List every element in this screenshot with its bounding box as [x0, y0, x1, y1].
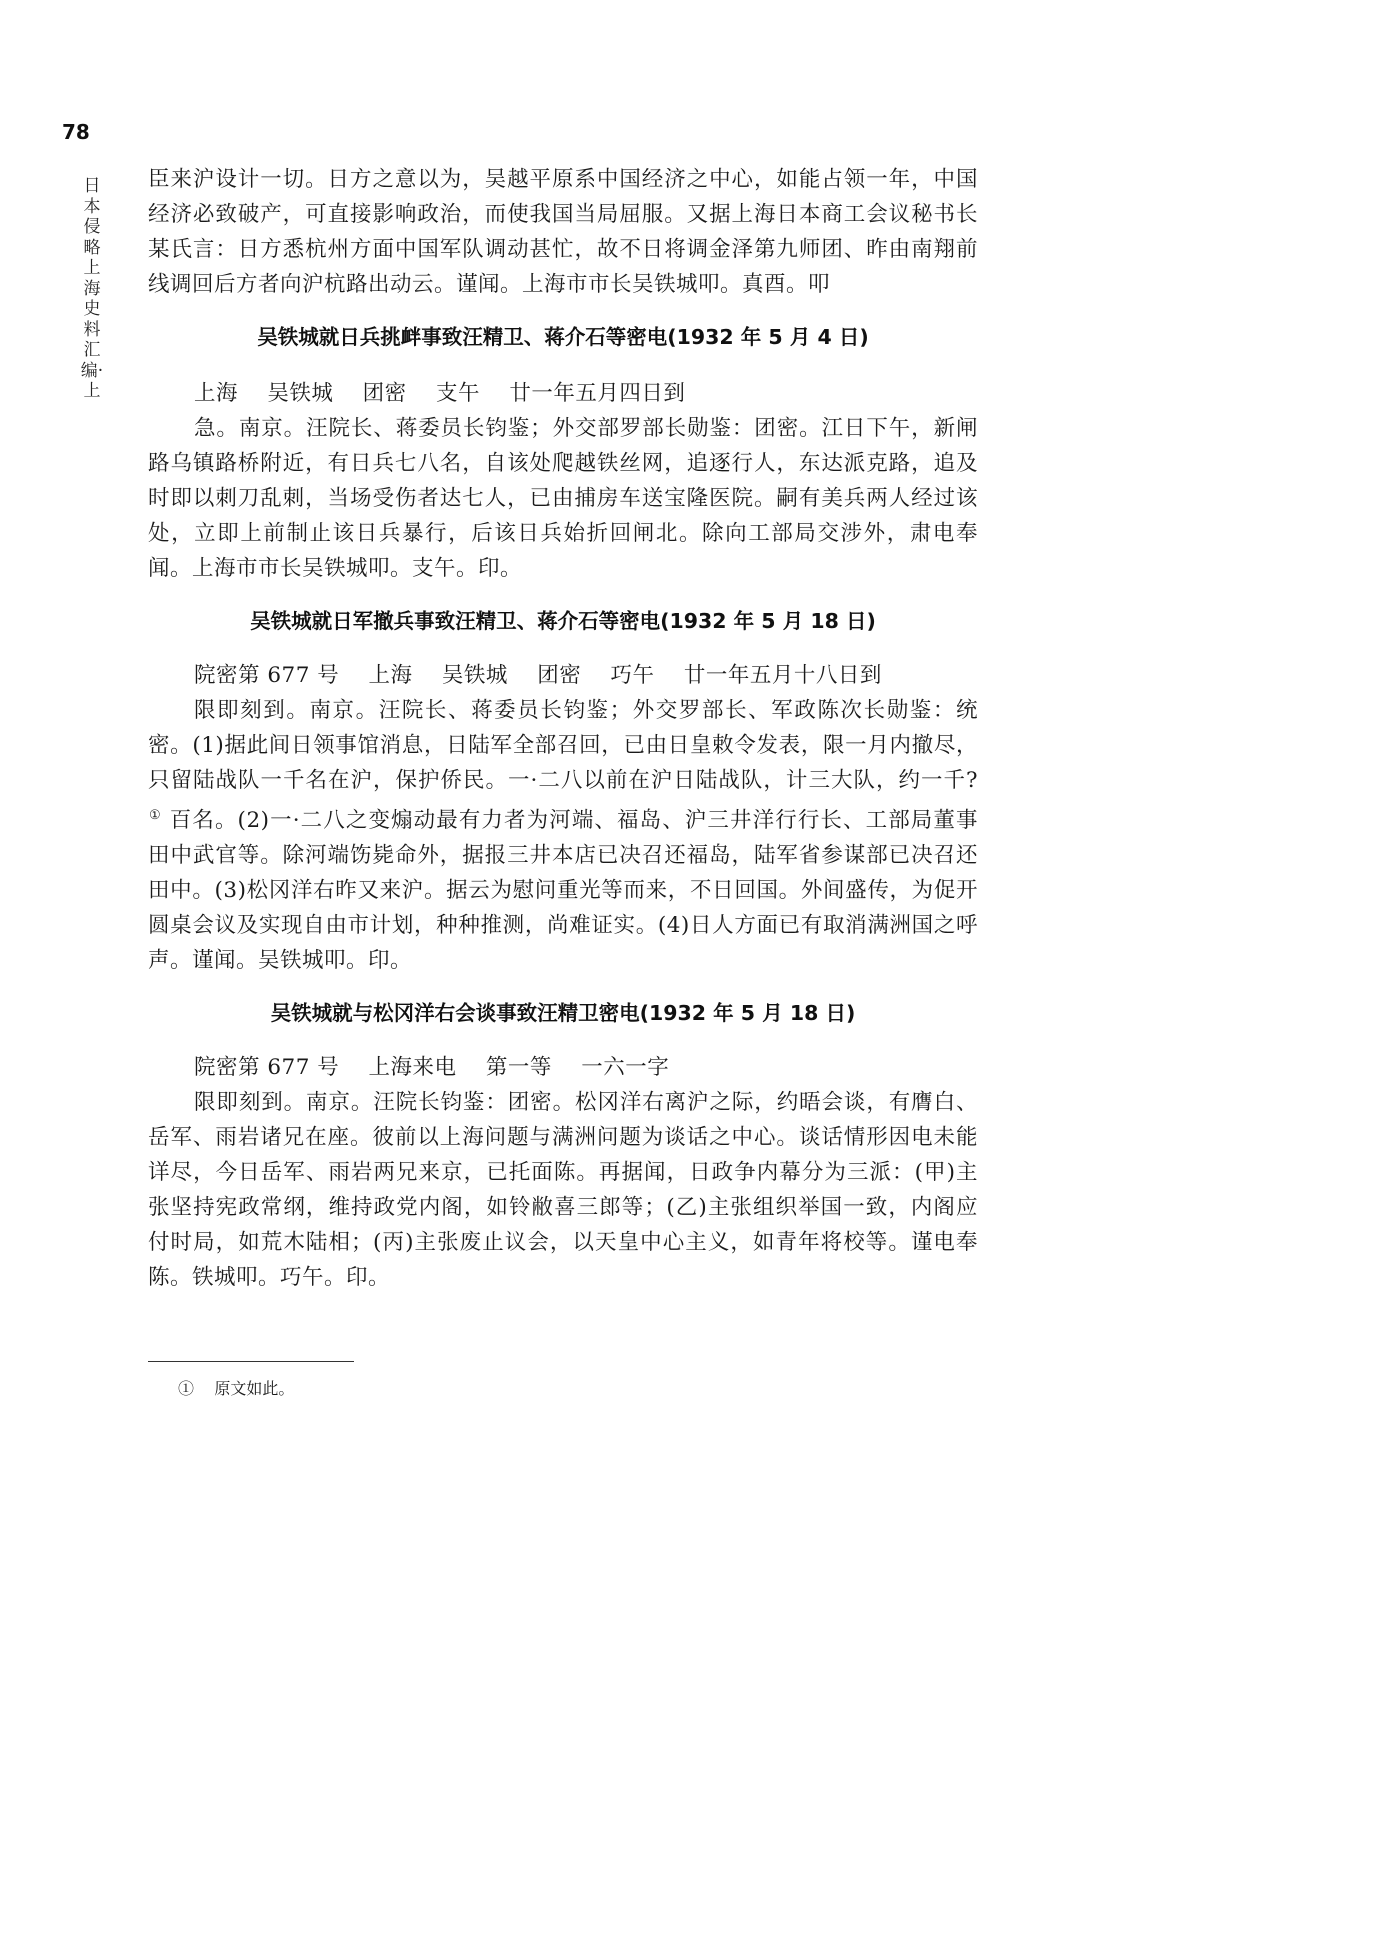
- section-2-body: [148, 693, 978, 978]
- section-3-body: 限即刻到。南京。汪院长钧鉴：团密。松冈洋右离沪之际，约晤会谈，有膺白、岳军、雨岩诸兄在座。彼前以上海问题与满洲问题为谈话之中心。谈话情形因电未能详尽，今日岳军、雨岩两兄来京，已托面陈。再据闻，日政争内幕分为三派：(甲)主张坚持宪政常纲，维持政党内阁，如铃敝喜三郎等；(乙)主张组织举国一致，内阁应付时局，如荒木陆相；(丙)主张废止议会，以天皇中心主义，如青年将校等。谨电奉陈。铁城叩。巧午。印。: [148, 1090, 978, 1290]
- section-1-meta: 上海 吴铁城 团密 支午 廿一年五月四日到: [194, 381, 686, 406]
- footnote: ① 原文如此。: [178, 1379, 295, 1398]
- section-3-heading: 吴铁城就与松冈洋右会谈事致汪精卫密电(1932 年 5 月 18 日): [270, 1001, 856, 1025]
- footnote-reference: ①: [149, 808, 162, 823]
- section-3-meta: 院密第 677 号 上海来电 第一等 一六一字: [194, 1055, 670, 1080]
- section-2-body-part1: 限即刻到。南京。汪院长、蒋委员长钧鉴；外交罗部长、军政陈次长勋鉴：统密。(1)据此间日领事馆消息，日陆军全部召回，已由日皇敕令发表，限一月内撤尽，只留陆战队一千名在沪，保护侨民。一·二八以前在沪日陆战队，计三大队，约一千?: [148, 698, 978, 793]
- running-title: 日本侵略上海史料汇编·上: [80, 176, 104, 401]
- footnote-divider: [148, 1361, 354, 1362]
- section-2-heading: 吴铁城就日军撤兵事致汪精卫、蒋介石等密电(1932 年 5 月 18 日): [250, 609, 876, 633]
- section-1-heading: 吴铁城就日兵挑衅事致汪精卫、蒋介石等密电(1932 年 5 月 4 日): [257, 325, 869, 349]
- page-number: 78: [62, 120, 90, 144]
- section-1-body: 急。南京。汪院长、蒋委员长钧鉴；外交部罗部长勋鉴：团密。江日下午，新闸路乌镇路桥附近，有日兵七八名，自该处爬越铁丝网，追逐行人，东达派克路，追及时即以刺刀乱刺，当场受伤者达七人，已由捕房车送宝隆医院。嗣有美兵两人经过该处，立即上前制止该日兵暴行，后该日兵始折回闸北。除向工部局交涉外，肃电奉闻。上海市市长吴铁城叩。支午。印。: [148, 416, 978, 581]
- section-2-meta: 院密第 677 号 上海 吴铁城 团密 巧午 廿一年五月十八日到: [194, 663, 882, 688]
- intro-paragraph: 臣来沪设计一切。日方之意以为，吴越平原系中国经济之中心，如能占领一年，中国经济必致破产，可直接影响政治，而使我国当局屈服。又据上海日本商工会议秘书长某氏言：日方悉杭州方面中国军队调动甚忙，故不日将调金泽第九师团、昨由南翔前线调回后方者向沪杭路出动云。谨闻。上海市市长吴铁城叩。真酉。叩: [148, 167, 978, 297]
- section-2-body-part2: 百名。(2)一·二八之变煽动最有力者为河端、福岛、沪三井洋行行长、工部局董事田中武官等。除河端饬毙命外，据报三井本店已决召还福岛，陆军省参谋部已决召还田中。(3)松冈洋右昨又来沪。据云为慰问重光等而来，不日回国。外间盛传，为促开圆桌会议及实现自由市计划，种种推测，尚难证实。(4)日人方面已有取消满洲国之呼声。谨闻。吴铁城叩。印。: [148, 808, 979, 973]
- page-content: [148, 162, 978, 1295]
